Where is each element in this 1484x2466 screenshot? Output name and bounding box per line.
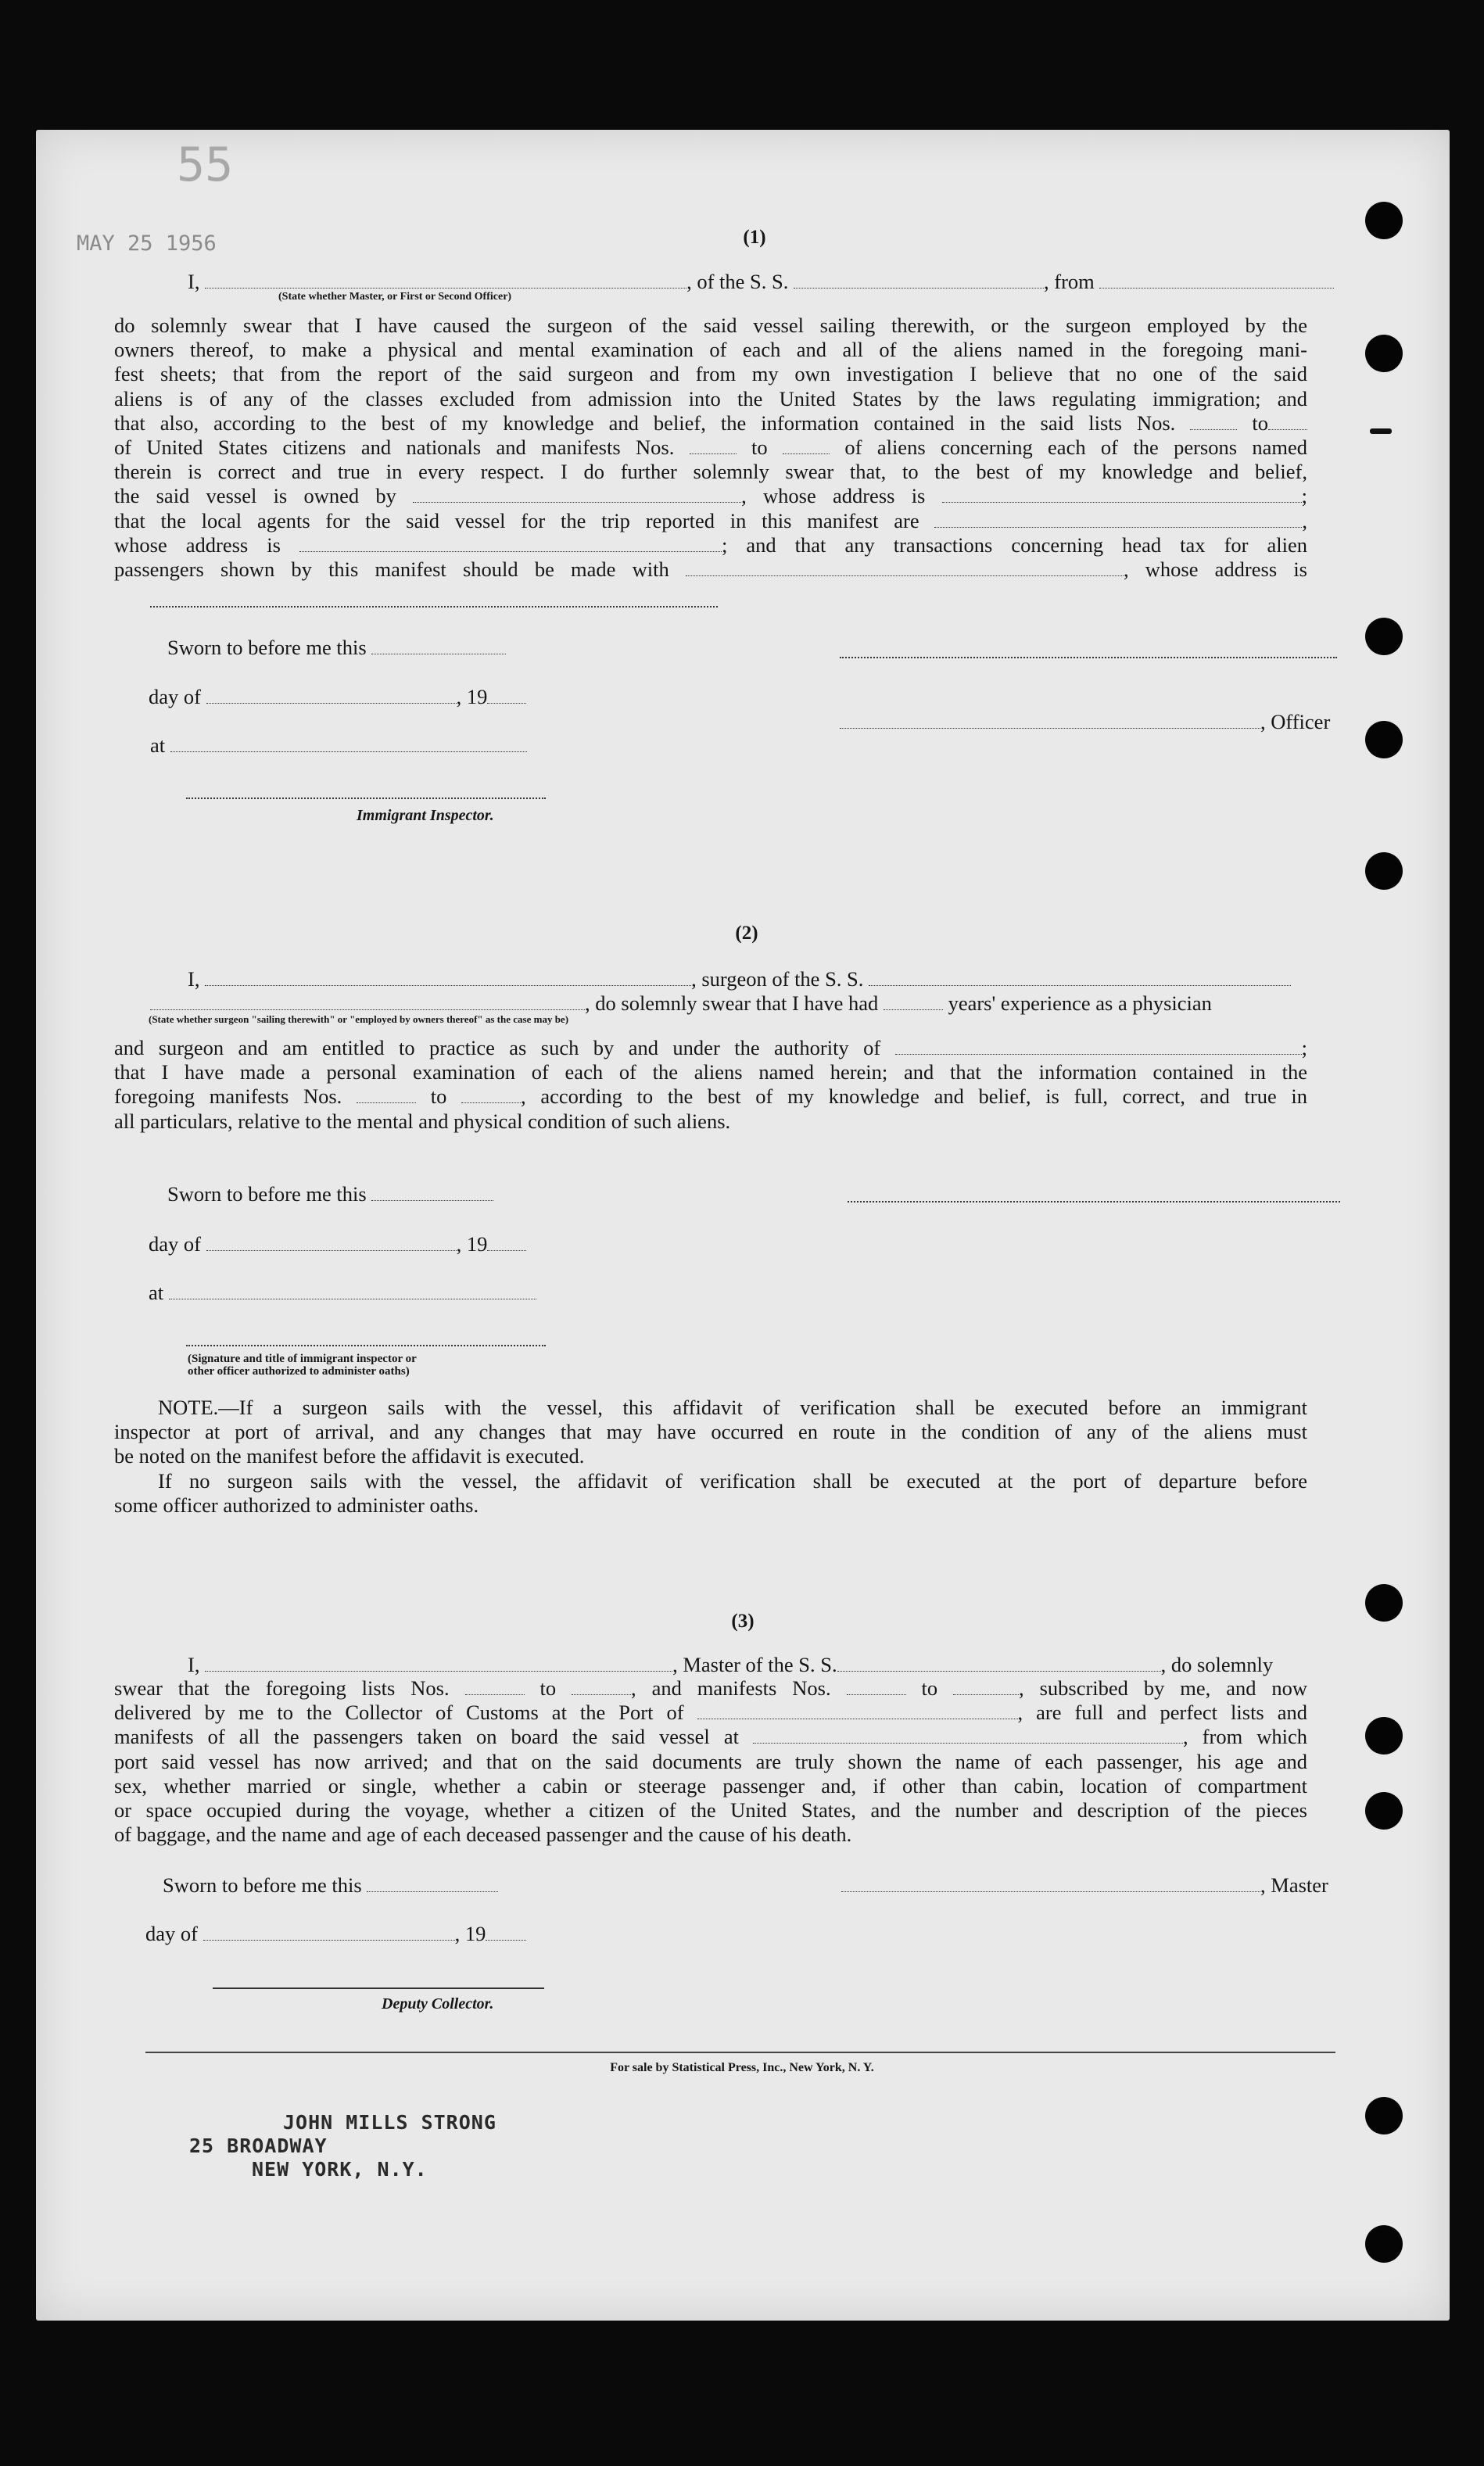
port-boarded-blank[interactable]	[753, 1727, 1183, 1744]
s2-line2: , do solemnly swear that I have had years' experience as a physician	[150, 991, 1212, 1016]
immigrant-inspector-caption: Immigrant Inspector.	[357, 807, 494, 824]
officer-signature-blank[interactable]	[840, 712, 1260, 729]
agents-address-blank[interactable]	[299, 536, 722, 552]
manifest-from-blank[interactable]	[690, 438, 737, 454]
s2-day-blank[interactable]	[206, 1235, 457, 1251]
s3-year-blank[interactable]	[486, 1924, 526, 1941]
s2-day: day of , 19	[149, 1232, 526, 1256]
agents-blank[interactable]	[934, 511, 1302, 528]
s1-at-blank[interactable]	[170, 736, 527, 752]
address-line	[150, 606, 718, 608]
section-2-heading: (2)	[735, 923, 758, 944]
master-name-blank[interactable]	[205, 1655, 672, 1672]
s2-manifest-from-blank[interactable]	[357, 1087, 416, 1103]
s2-manifest-to-blank[interactable]	[461, 1087, 521, 1103]
list-to-blank[interactable]	[1268, 414, 1307, 430]
surgeon-status-blank[interactable]	[150, 994, 585, 1010]
binder-notch	[1370, 428, 1392, 434]
s2-year-blank[interactable]	[487, 1235, 526, 1251]
punch-hole	[1365, 1792, 1403, 1830]
s3-sworn-blank[interactable]	[367, 1876, 498, 1892]
footer-rule	[145, 2052, 1335, 2053]
s1-body: do solemnly swear that I have caused the surgeon of the said vessel sailing therewith, or the surgeon employed by the owners thereof, to make a physical and mental examination of each and all of the aliens named in the foregoing mani- fest sheets; that from the report of the said surgeon and from my own investigation I believe that no one of the said aliens is of any of the classes excluded from admission into the United States by the laws regulating immigration; and that also, according to the best of my knowledge and belief, the information contained in the said lists Nos. to of United States citizens and nationals and manifests Nos. to of aliens concerning each of the persons named therein is correct and true in every respect. I do further solemnly swear that, to the best of my knowledge and belief, the said vessel is owned by , whose address is ; that the local agents for the said vessel for the trip reported in this manifest are , whose address is ; and that any transactions concerning head tax for alien passengers shown by this manifest should be made with , whose address is	[114, 314, 1308, 582]
from-blank[interactable]	[1099, 272, 1334, 289]
owner-blank[interactable]	[413, 486, 741, 503]
port-blank[interactable]	[697, 1703, 1018, 1719]
s3-sworn: Sworn to before me this	[163, 1873, 498, 1898]
s1-line1: I, , of the S. S. , from	[188, 270, 1334, 294]
officer-blank[interactable]	[205, 272, 686, 289]
s3-day-blank[interactable]	[203, 1924, 455, 1941]
s3-body: swear that the foregoing lists Nos. to , and manifests Nos. to , subscribed by me, and now delivered by me to the Collector of Customs at the Port of , are full and perfect lists and manifests of all the passengers taken on board the said vessel at , from which port said vessel has now arrived; and that on the said documents are truly shown the name of each passenger, his age and sex, whether married or single, whether a cabin or steerage passenger and, if other than cabin, location of compartment or space occupied during the voyage, whether a citizen of the United States, and the number and description of the pieces of baggage, and the name and age of each deceased passenger and the cause of his death.	[114, 1676, 1308, 1847]
surgeon-signature-line	[848, 1201, 1340, 1203]
s1-sworn-blank[interactable]	[371, 638, 506, 654]
inspector-signature-line	[186, 798, 546, 799]
s3-master: , Master	[841, 1873, 1328, 1898]
surgeon-name-blank[interactable]	[205, 970, 691, 986]
s2-ship-blank[interactable]	[869, 970, 1291, 986]
officer-line-1	[840, 657, 1337, 658]
footer-printer: For sale by Statistical Press, Inc., New York, N. Y.	[610, 2061, 874, 2074]
punch-hole	[1365, 721, 1403, 758]
master-signature-blank[interactable]	[841, 1876, 1260, 1892]
s2-line1: I, , surgeon of the S. S.	[188, 967, 1291, 991]
officer-note: (State whether Master, or First or Second Officer)	[278, 291, 512, 303]
s2-caption-2: other officer authorized to administer oaths)	[188, 1365, 410, 1378]
s3-list-from-blank[interactable]	[465, 1679, 525, 1695]
punch-hole	[1365, 618, 1403, 655]
ship-blank[interactable]	[794, 272, 1044, 289]
punch-hole	[1365, 852, 1403, 890]
owner-address-blank[interactable]	[942, 486, 1302, 503]
punch-hole	[1365, 1717, 1403, 1755]
s3-line1: I, , Master of the S. S. , do solemnly	[188, 1653, 1274, 1676]
s1-sworn: Sworn to before me this	[167, 636, 506, 660]
authority-blank[interactable]	[895, 1038, 1302, 1055]
s3-ship-blank[interactable]	[837, 1655, 1161, 1672]
s2-caption-1: (Signature and title of immigrant inspector or	[188, 1353, 417, 1365]
s2-sworn: Sworn to before me this	[167, 1182, 493, 1206]
s1-year-blank[interactable]	[487, 687, 526, 704]
s1-day-blank[interactable]	[206, 687, 457, 704]
deputy-collector-line	[213, 1987, 544, 1989]
s2-sworn-blank[interactable]	[371, 1185, 493, 1201]
s3-manifest-from-blank[interactable]	[847, 1679, 906, 1695]
manifest-to-blank[interactable]	[783, 438, 830, 454]
punch-hole	[1365, 335, 1403, 372]
s2-body: and surgeon and am entitled to practice as such by and under the authority of ; that I have made a personal examination of each of the aliens named herein; and that the information contained in the foregoing manifests Nos. to , according to the best of my knowledge and belief, is full, correct, and true in all particulars, relative to the mental and physical condition of such aliens.	[114, 1036, 1308, 1133]
s3-list-to-blank[interactable]	[572, 1679, 631, 1695]
section-1-heading: (1)	[743, 227, 766, 248]
stamp-number: 55	[177, 138, 234, 192]
agent-stamp	[189, 2111, 496, 2181]
list-from-blank[interactable]	[1190, 414, 1237, 430]
s2-at-blank[interactable]	[169, 1283, 536, 1299]
s3-manifest-to-blank[interactable]	[953, 1679, 1019, 1695]
punch-hole	[1365, 2225, 1403, 2263]
s1-at: at	[150, 733, 527, 758]
agent-stamp-line: NEW YORK, N.Y.	[252, 2158, 428, 2181]
deputy-collector-caption: Deputy Collector.	[382, 1995, 494, 2013]
agent-stamp-line: JOHN MILLS STRONG	[283, 2111, 496, 2134]
punch-hole	[1365, 2097, 1403, 2134]
s2-at: at	[149, 1281, 536, 1305]
s3-day: day of , 19	[145, 1922, 526, 1946]
note-block: NOTE.—If a surgeon sails with the vessel, this affidavit of verification shall be executed before an immigrant inspector at port of arrival, and any changes that may have occurred en route in the condition of any of the aliens must be noted on the manifest before the affidavit is executed. If no surgeon sails with the vessel, the affidavit of verification shall be executed at the port of departure before some officer authorized to administer oaths.	[114, 1396, 1307, 1517]
s1-officer: , Officer	[840, 710, 1330, 734]
agent-stamp-line: 25 BROADWAY	[189, 2134, 328, 2157]
s1-day: day of , 19	[149, 685, 526, 709]
section-3-heading: (3)	[731, 1611, 755, 1632]
years-blank[interactable]	[884, 994, 943, 1010]
surgeon-note: (State whether surgeon "sailing therewith" or "employed by owners thereof" as the case may be)	[149, 1013, 569, 1025]
stamp-date: MAY 25 1956	[77, 231, 217, 256]
head-tax-blank[interactable]	[686, 560, 1124, 576]
s2-inspector-line	[186, 1345, 546, 1346]
